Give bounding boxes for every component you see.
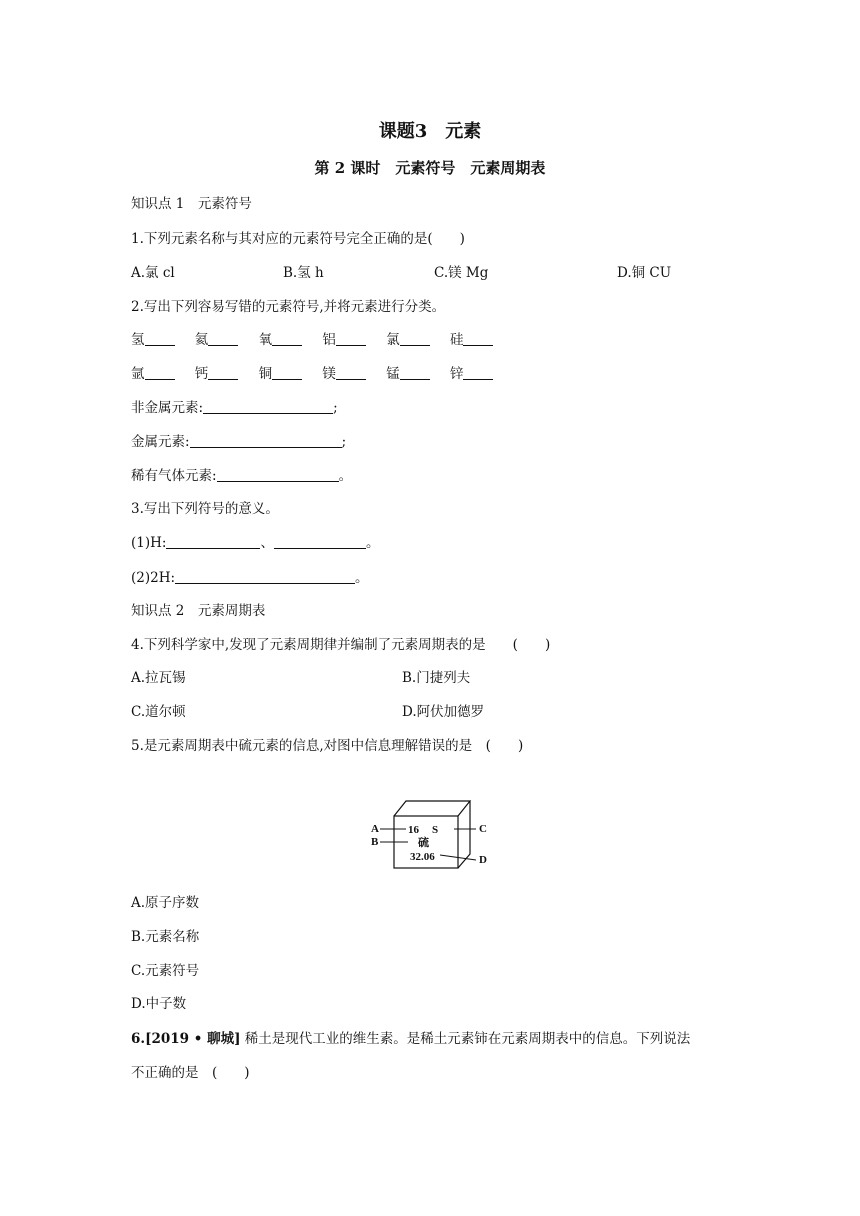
question-3-stem: 3.写出下列符号的意义。: [131, 501, 279, 517]
question-1-option-b: B.氢 h: [283, 265, 324, 281]
nonmetal-blank[interactable]: [203, 399, 333, 414]
meaning-blank-1[interactable]: [166, 534, 260, 549]
element-row-2: [131, 362, 509, 382]
diagram-label-a: A: [371, 823, 379, 835]
question-5-option-c: C.元素符号: [131, 963, 200, 979]
question-6-line-2: 不正确的是 ( ): [131, 1065, 250, 1081]
atomic-number: 16: [408, 824, 419, 836]
question-5-option-b: B.元素名称: [131, 929, 200, 945]
meaning-blank-2[interactable]: [274, 534, 366, 549]
question-4-stem: 4.下列科学家中,发现了元素周期律并编制了元素周期表的是 ( ): [131, 637, 551, 653]
sulfur-element-diagram: [368, 798, 492, 872]
diagram-label-b: B: [371, 836, 379, 848]
page-title: 课题3 元素: [378, 121, 482, 142]
element-blank: 硅: [450, 328, 494, 348]
question-3-part-1: (1)H: 、 。: [131, 535, 380, 551]
question-6-line-1: 6.[2019 • 聊城] 稀土是现代工业的维生素。是稀土元素铈在元素周期表中的信息。下列说法: [131, 1031, 691, 1047]
element-blank: 镁: [322, 362, 366, 382]
question-1-option-c: C.镁 Mg: [434, 265, 489, 281]
metal-blank[interactable]: [190, 433, 342, 448]
element-blank: 锰: [386, 362, 430, 382]
question-6-source: 6.[2019 • 聊城]: [131, 1031, 241, 1047]
diagram-label-d: D: [479, 854, 487, 866]
element-blank: 氩: [131, 362, 175, 382]
question-4-option-a: A.拉瓦锡: [131, 670, 186, 686]
question-3-part-2: (2)2H: 。: [131, 570, 369, 586]
diagram-label-c: C: [479, 823, 487, 835]
element-blank: 钙: [195, 362, 239, 382]
element-symbol: S: [432, 824, 439, 836]
element-blank: 氢: [131, 328, 175, 348]
section-heading-1: 知识点 1 元素符号: [131, 196, 252, 212]
element-name: 硫: [418, 837, 429, 849]
metal-line: 金属元素: ;: [131, 434, 347, 450]
element-blank: 氦: [195, 328, 239, 348]
noble-gas-blank[interactable]: [217, 467, 339, 482]
element-blank: 氧: [259, 328, 303, 348]
question-4-option-d: D.阿伏加德罗: [402, 704, 485, 720]
question-1-stem: 1.下列元素名称与其对应的元素符号完全正确的是( ): [131, 231, 465, 247]
atomic-mass: 32.06: [410, 851, 435, 863]
section-heading-2: 知识点 2 元素周期表: [131, 603, 266, 619]
element-blank: 铜: [259, 362, 303, 382]
meaning-blank-3[interactable]: [175, 569, 355, 584]
noble-gas-line: 稀有气体元素: 。: [131, 468, 353, 484]
question-1-option-d: D.铜 CU: [617, 265, 672, 281]
question-5-option-d: D.中子数: [131, 996, 187, 1012]
element-blank: 锌: [450, 362, 494, 382]
element-row-1: [131, 328, 509, 348]
element-blank: 氯: [386, 328, 430, 348]
question-5-option-a: A.原子序数: [131, 895, 200, 911]
question-1-option-a: A.氯 cl: [131, 265, 175, 281]
question-4-option-b: B.门捷列夫: [402, 670, 471, 686]
nonmetal-line: 非金属元素: ;: [131, 400, 338, 416]
element-blank: 铝: [322, 328, 366, 348]
page-subtitle: 第 2 课时 元素符号 元素周期表: [314, 159, 546, 177]
question-4-option-c: C.道尔顿: [131, 704, 186, 720]
question-5-stem: 5.是元素周期表中硫元素的信息,对图中信息理解错误的是 ( ): [131, 738, 524, 754]
question-2-stem: 2.写出下列容易写错的元素符号,并将元素进行分类。: [131, 299, 446, 315]
